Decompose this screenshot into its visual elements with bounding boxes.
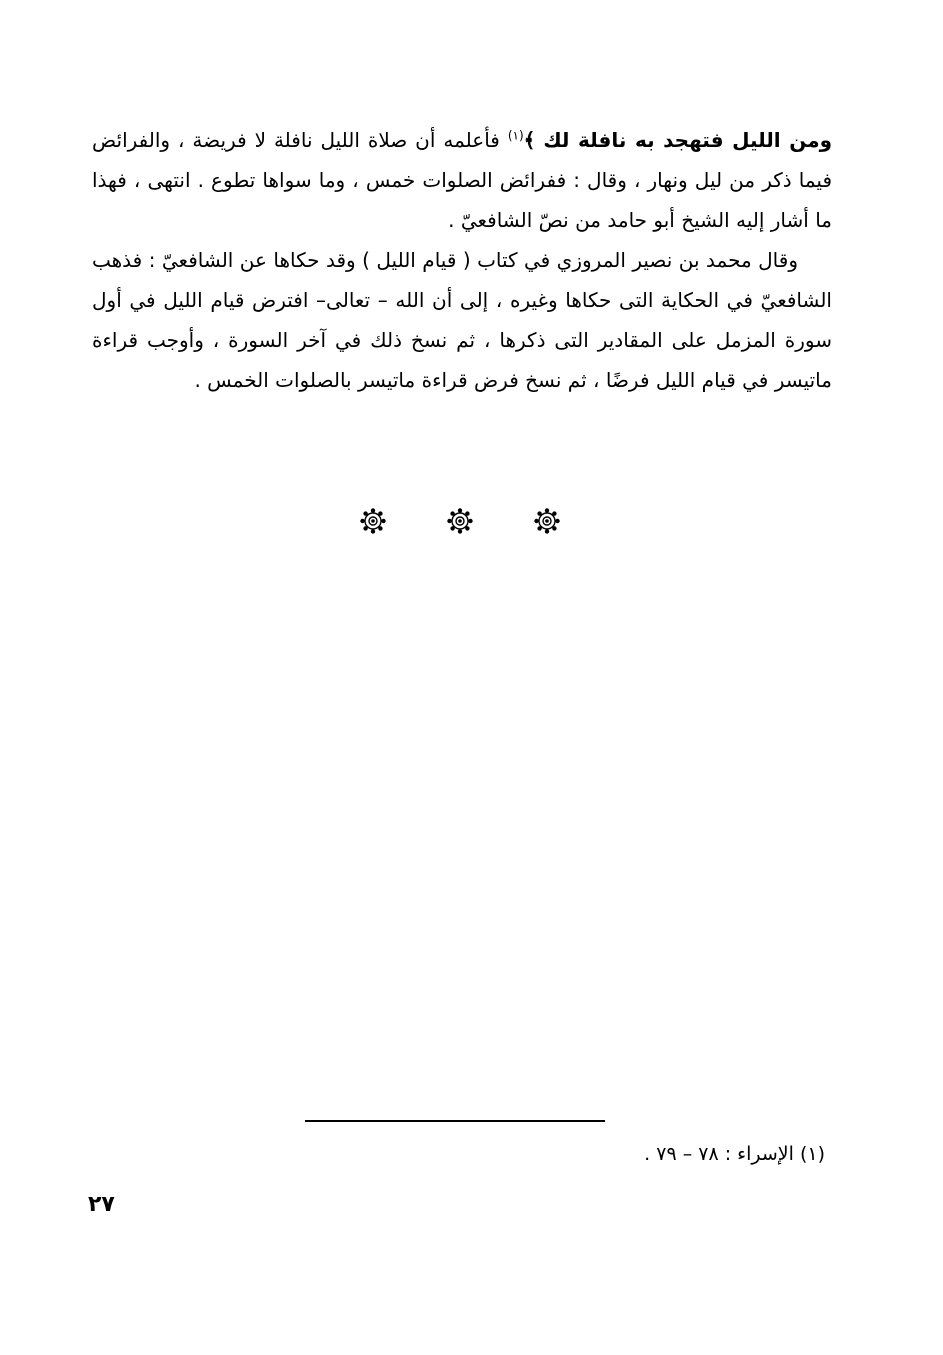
page-number: ٢٧ — [88, 1192, 115, 1217]
verse-close-bracket: ﴾ — [523, 128, 536, 152]
main-text — [92, 120, 832, 400]
paragraph-1 — [92, 120, 832, 240]
footnote-separator — [305, 1120, 605, 1122]
rosette-ornament-icon — [447, 508, 473, 534]
footnote-reference: (١) — [507, 128, 524, 143]
quran-verse: ومن الليل فتهجد به نافلة لك — [543, 128, 833, 152]
paragraph-1-text: فأعلمه أن صلاة الليل نافلة لا فريضة ، والفرائض فيما ذكر من ليل ونهار ، وقال : ففرائض الصلوات خمس ، وما سواها تطوع . انتهى ، فهذا ما أشار إليه الشيخ أبو حامد من نصّ الشافعيّ . — [92, 128, 832, 232]
paragraph-2: وقال محمد بن نصير المروزي في كتاب ( قيام الليل ) وقد حكاها عن الشافعيّ : فذهب الشافعيّ في الحكاية التى حكاها وغيره ، إلى أن الله – تعالى– افترض قيام الليل في أول سورة المزمل على المقادير التى ذكرها ، ثم نسخ ذلك في آخر السورة ، وأوجب قراءة ماتيسر في قيام الليل فرضًا ، ثم نسخ فرض قراءة ماتيسر بالصلوات الخمس . — [92, 248, 832, 392]
rosette-ornament-icon — [360, 508, 386, 534]
section-divider — [360, 508, 560, 538]
rosette-ornament-icon — [534, 508, 560, 534]
footnote: (١) الإسراء : ٧٨ – ٧٩ . — [644, 1143, 825, 1165]
